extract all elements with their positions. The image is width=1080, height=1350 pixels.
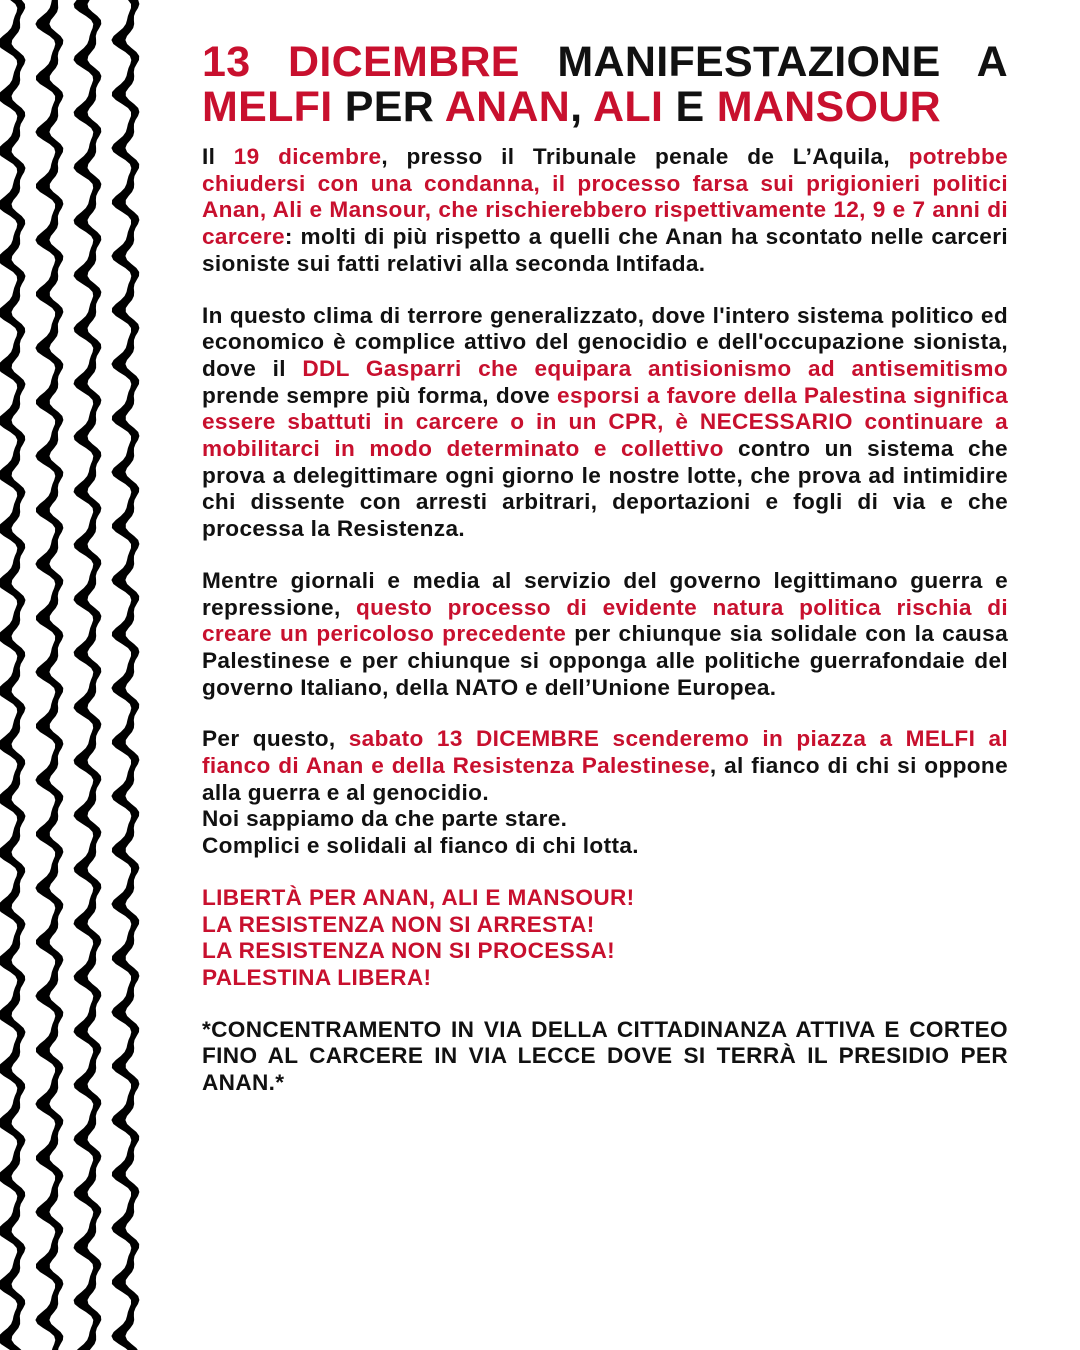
p2-text-c: prende sempre più forma, dove: [202, 382, 558, 408]
keffiyeh-stripe: [74, 0, 102, 1350]
paragraph-climate: [202, 303, 1008, 543]
title-name-mansour: MANSOUR: [716, 83, 941, 131]
p1-text-e: : molti di più rispetto a quelli che Anan ha scontato nelle carceri sioniste sui fatti relativi alla seconda Intifada.: [202, 224, 1008, 276]
p3-highlight: questo processo di evidente natura politica rischia di creare un pericoloso precedente: [202, 594, 1008, 647]
p4-line-3: Complici e solidali al fianco di chi lotta.: [202, 833, 639, 859]
p4-text-c: , al fianco di chi si oppone alla guerra e al genocidio.: [202, 753, 1008, 805]
title-and: E: [675, 83, 705, 131]
slogan-3: LA RESISTENZA NON SI PROCESSA!: [202, 938, 616, 964]
slogans: [202, 885, 1008, 992]
keffiyeh-stripe: [0, 0, 26, 1350]
paragraph-trial: [202, 144, 1008, 278]
keffiyeh-pattern-border: [0, 0, 160, 1350]
slogan-2: LA RESISTENZA NON SI ARRESTA!: [202, 911, 595, 937]
title-name-ali: ALI: [593, 83, 664, 131]
paragraph-call: [202, 726, 1008, 860]
title-line-1: [202, 40, 1008, 85]
p2-text-a: In questo clima di terrore generalizzato, dove l'intero sistema politico ed economico è complice attivo del genocidio e dell'occupazione sionista, dove il: [202, 302, 1008, 381]
title-name-anan: ANAN: [444, 83, 571, 131]
title-per: PER: [344, 83, 435, 131]
p4-highlight: sabato 13 DICEMBRE scenderemo in piazza a MELFI al fianco di Anan e della Resistenza Palestinese: [202, 726, 1008, 779]
p4-line-2: Noi sappiamo da che parte stare.: [202, 806, 568, 832]
p1-date-highlight: 19 dicembre: [233, 144, 382, 169]
slogan-1: LIBERTÀ PER ANAN, ALI E MANSOUR!: [202, 884, 635, 910]
p4-text-a: Per questo,: [202, 726, 349, 752]
p3-text-a: Mentre giornali e media al servizio del governo legittimano guerra e repressione,: [202, 567, 1008, 620]
page-title: [202, 40, 1008, 130]
p1-text-c: , presso il Tribunale penale de L’Aquila,: [381, 144, 909, 169]
title-place: MELFI: [202, 83, 333, 131]
p1-text-a: Il: [202, 144, 234, 169]
keffiyeh-stripe: [111, 0, 139, 1350]
flyer-content: [202, 40, 1008, 1122]
paragraph-media: [202, 568, 1008, 702]
keffiyeh-stripe: [35, 0, 63, 1350]
p3-text-c: per chiunque sia solidale con la causa Palestinese e per chiunque si opponga alle politiche guerrafondaie del governo Italiano, della NATO e dell’Unione Europea.: [202, 621, 1008, 700]
p1-highlight: potrebbe chiudersi con una condanna, il processo farsa sui prigionieri politici Anan, Ali e Mansour, che rischierebbero rispettivamente 12, 9 e 7 anni di carcere: [202, 144, 1009, 250]
title-line-2: [202, 85, 1008, 130]
p2-highlight: esporsi a favore della Palestina significa essere sbattuti in carcere o in un CPR, è NECESSARIO continuare a mobilitarci in modo determinato e collettivo: [202, 382, 1008, 462]
title-date: 13 DICEMBRE: [202, 38, 520, 86]
title-comma: ,: [570, 83, 583, 131]
slogan-4: PALESTINA LIBERA!: [202, 964, 432, 990]
footer-note: *CONCENTRAMENTO IN VIA DELLA CITTADINANZA ATTIVA E CORTEO FINO AL CARCERE IN VIA LECCE DOVE SI TERRÀ IL PRESIDIO PER ANAN.*: [202, 1016, 1008, 1096]
title-event: MANIFESTAZIONE A: [557, 38, 1008, 86]
p2-text-e: contro un sistema che prova a delegittimare ogni giorno le nostre lotte, che prova ad intimidire chi dissente con arresti arbitrari, deportazioni e fogli di via e che processa la Resistenza.: [202, 436, 1008, 542]
p2-ddl-highlight: DDL Gasparri che equipara antisionismo ad antisemitismo: [302, 355, 1008, 381]
